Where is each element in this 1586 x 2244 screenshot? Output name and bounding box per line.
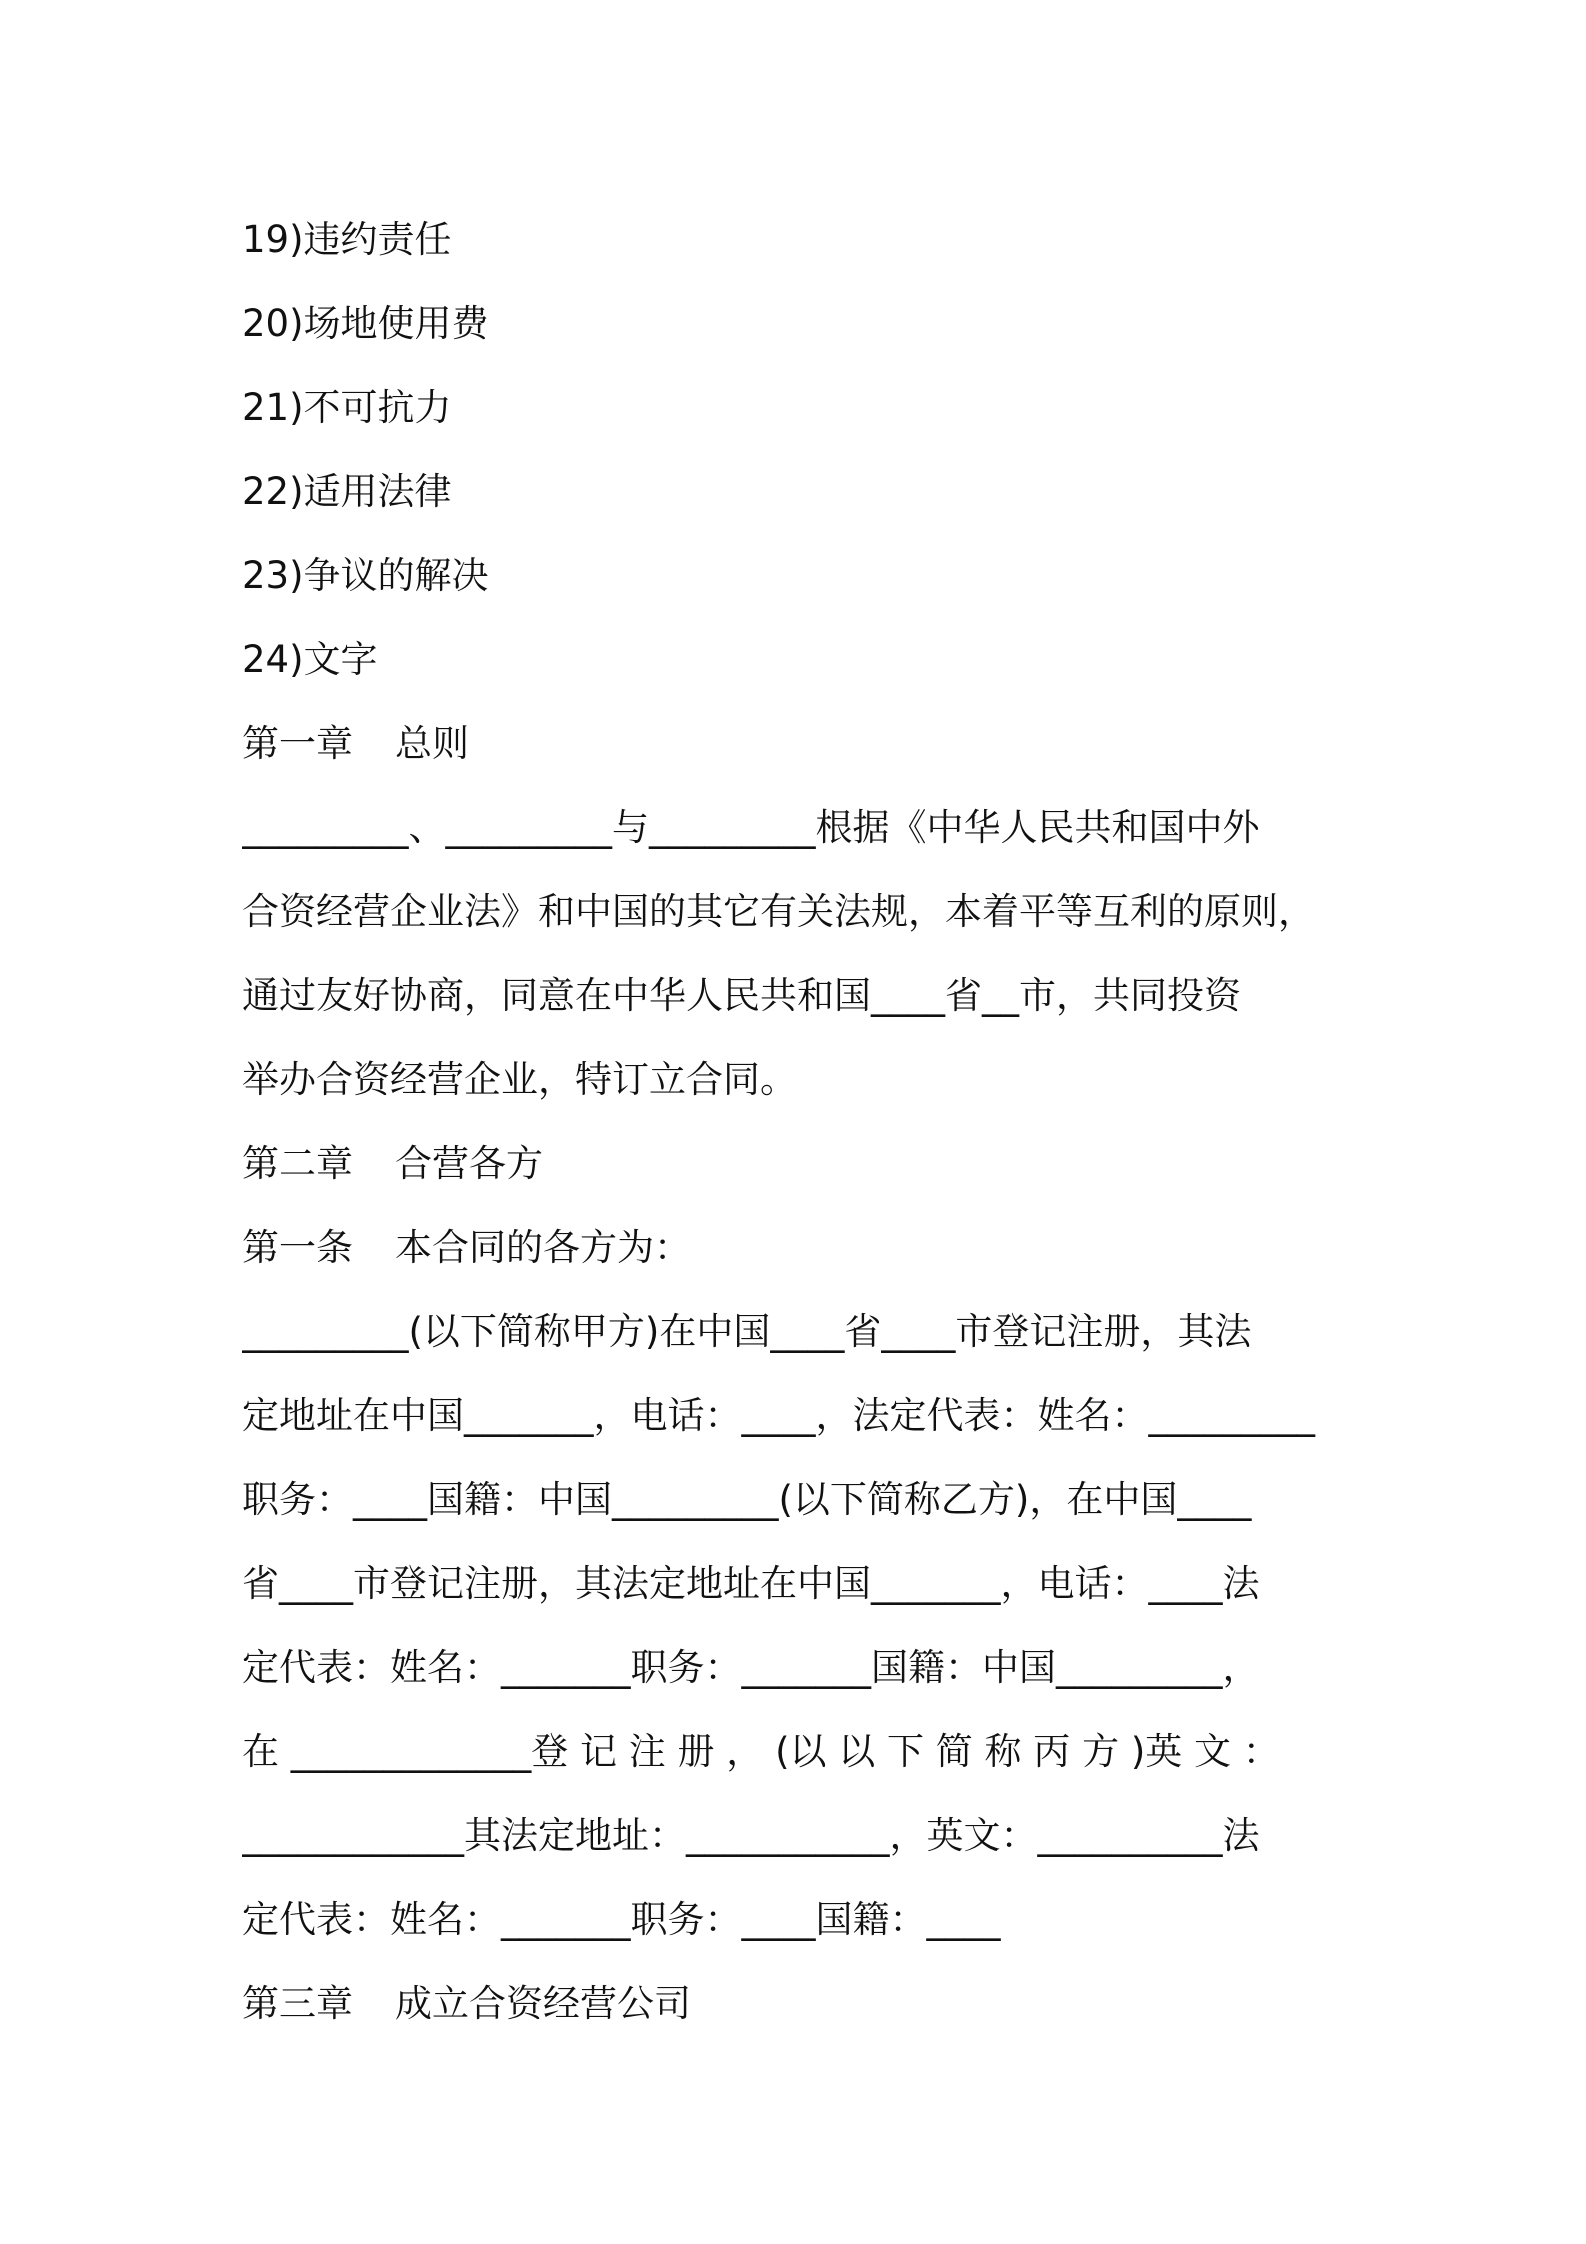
paragraph-line: 职务：____国籍：中国_________(以下简称乙方)，在中国____ [242,1478,1252,1521]
chapter-title: 总则 [395,722,469,765]
paragraph-line: 省____市登记注册，其法定地址在中国_______，电话：____法 [242,1562,1260,1605]
chapter-heading-2 [242,1122,1352,1206]
chapter-title: 合营各方 [395,1142,543,1185]
toc-item: 21)不可抗力 [242,386,452,429]
paragraph-line: 举办合资经营企业，特订立合同。 [242,1058,797,1101]
chapter-heading-1 [242,702,1352,786]
paragraph-line: _________(以下简称甲方)在中国____省____市登记注册，其法 [242,1310,1252,1353]
chapter-number: 第二章 [242,1142,353,1185]
chapter-heading-3 [242,1962,1352,2046]
toc-item: 19)违约责任 [242,218,452,261]
paragraph-line: 通过友好协商，同意在中华人民共和国____省__市，共同投资 [242,974,1241,1017]
paragraph-line: 定代表：姓名：_______职务：____国籍：____ [242,1898,1001,1941]
article-heading-1 [242,1206,1352,1290]
paragraph-line: 定代表：姓名：_______职务：_______国籍：中国_________， [242,1646,1260,1689]
paragraph-line: 在 _____________登 记 注 册 ， (以 以 下 简 称 丙 方 )英 文 ： [242,1730,1280,1773]
toc-item: 23)争议的解决 [242,554,489,597]
chapter-title: 成立合资经营公司 [395,1982,691,2025]
paragraph-line: 合资经营企业法》和中国的其它有关法规，本着平等互利的原则， [242,890,1315,933]
paragraph-line: ____________其法定地址：___________，英文：__________法 [242,1814,1260,1857]
paragraph-line: _________、_________与_________根据《中华人民共和国中外 [242,806,1260,849]
toc-item: 20)场地使用费 [242,302,489,345]
article-number: 第一条 [242,1226,353,1269]
article-title: 本合同的各方为： [395,1226,691,1269]
toc-item: 24)文字 [242,638,378,681]
document-body [242,198,1352,2046]
paragraph-line: 定地址在中国_______，电话：____，法定代表：姓名：_________ [242,1394,1315,1437]
chapter-number: 第三章 [242,1982,353,2025]
chapter-number: 第一章 [242,722,353,765]
toc-item: 22)适用法律 [242,470,452,513]
